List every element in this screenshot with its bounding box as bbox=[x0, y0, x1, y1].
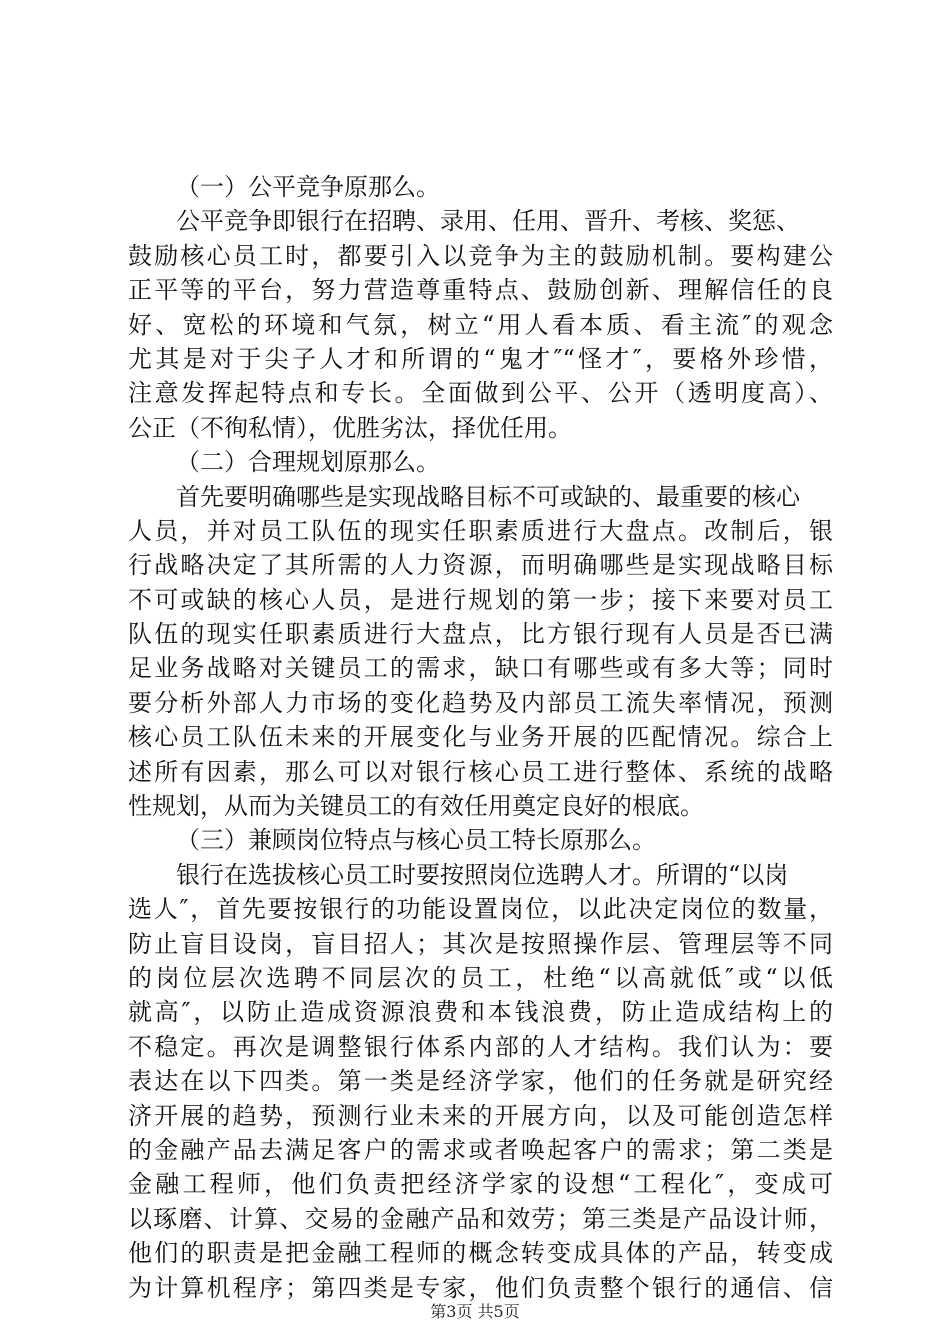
section-heading-2: （二）合理规划原那么。 bbox=[176, 448, 440, 477]
paragraph-line: 述所有因素，那么可以对银行核心员工进行整体、系统的战略 bbox=[128, 757, 833, 786]
paragraph-line: 好、宽松的环境和气氛，树立“用人看本质、看主流″的观念 bbox=[128, 310, 833, 339]
document-body bbox=[128, 170, 833, 1305]
paragraph-line: 首先要明确哪些是实现战略目标不可或缺的、最重要的核心 bbox=[176, 482, 800, 511]
paragraph-line: 人员，并对员工队伍的现实任职素质进行大盘点。改制后，银 bbox=[128, 516, 833, 545]
paragraph-line: 注意发挥起特点和专长。全面做到公平、公开（透明度高）、 bbox=[128, 379, 833, 408]
paragraph-line: 选人″，首先要按银行的功能设置岗位，以此决定岗位的数量， bbox=[128, 895, 833, 924]
paragraph-line: 防止盲目设岗，盲目招人；其次是按照操作层、管理层等不同 bbox=[128, 929, 833, 958]
paragraph-line: 表达在以下四类。第一类是经济学家，他们的任务就是研究经 bbox=[128, 1067, 833, 1096]
paragraph-line: 行战略决定了其所需的人力资源，而明确哪些是实现战略目标 bbox=[128, 551, 833, 580]
paragraph-line: 性规划，从而为关键员工的有效任用奠定良好的根底。 bbox=[128, 792, 704, 821]
paragraph-line: 正平等的平台，努力营造尊重特点、鼓励创新、理解信任的良 bbox=[128, 276, 833, 305]
section-heading-3: （三）兼顾岗位特点与核心员工特长原那么。 bbox=[176, 826, 656, 855]
paragraph-line: 就高″，以防止造成资源浪费和本钱浪费，防止造成结构上的 bbox=[128, 998, 833, 1027]
paragraph-line: 为计算机程序；第四类是专家，他们负责整个银行的通信、信 bbox=[128, 1273, 833, 1302]
paragraph-line: 不可或缺的核心人员，是进行规划的第一步；接下来要对员工 bbox=[128, 585, 833, 614]
page-footer bbox=[0, 1302, 950, 1322]
paragraph-line: 银行在选拔核心员工时要按照岗位选聘人才。所谓的“以岗 bbox=[176, 860, 789, 889]
paragraph-line: 队伍的现实任职素质进行大盘点，比方银行现有人员是否已满 bbox=[128, 620, 833, 649]
paragraph-line: 济开展的趋势，预测行业未来的开展方向，以及可能创造怎样 bbox=[128, 1101, 833, 1130]
page-number: 第3页 共5页 bbox=[430, 1302, 520, 1321]
paragraph-line: 金融工程师，他们负责把经济学家的设想“工程化″，变成可 bbox=[128, 1170, 833, 1199]
paragraph-line: 核心员工队伍未来的开展变化与业务开展的匹配情况。综合上 bbox=[128, 723, 833, 752]
paragraph-line: 要分析外部人力市场的变化趋势及内部员工流失率情况，预测 bbox=[128, 688, 833, 717]
paragraph-line: 足业务战略对关键员工的需求，缺口有哪些或有多大等；同时 bbox=[128, 654, 833, 683]
section-heading-1: （一）公平竞争原那么。 bbox=[176, 173, 440, 201]
paragraph-line: 的金融产品去满足客户的需求或者唤起客户的需求；第二类是 bbox=[128, 1135, 833, 1164]
paragraph-line: 尤其是对于尖子人才和所谓的“鬼才″“怪才″，要格外珍惜， bbox=[128, 344, 833, 373]
paragraph-line: 以琢磨、计算、交易的金融产品和效劳；第三类是产品设计师， bbox=[128, 1204, 833, 1233]
paragraph-line: 公平竞争即银行在招聘、录用、任用、晋升、考核、奖惩、 bbox=[176, 207, 800, 236]
paragraph-line: 他们的职责是把金融工程师的概念转变成具体的产品，转变成 bbox=[128, 1239, 833, 1268]
paragraph-line: 不稳定。再次是调整银行体系内部的人才结构。我们认为：要 bbox=[128, 1032, 833, 1061]
paragraph-line: 公正（不徇私情），优胜劣汰，择优任用。 bbox=[128, 413, 572, 442]
paragraph-line: 鼓励核心员工时，都要引入以竞争为主的鼓励机制。要构建公 bbox=[128, 241, 833, 270]
paragraph-line: 的岗位层次选聘不同层次的员工，杜绝“以高就低″或“以低 bbox=[128, 963, 833, 992]
